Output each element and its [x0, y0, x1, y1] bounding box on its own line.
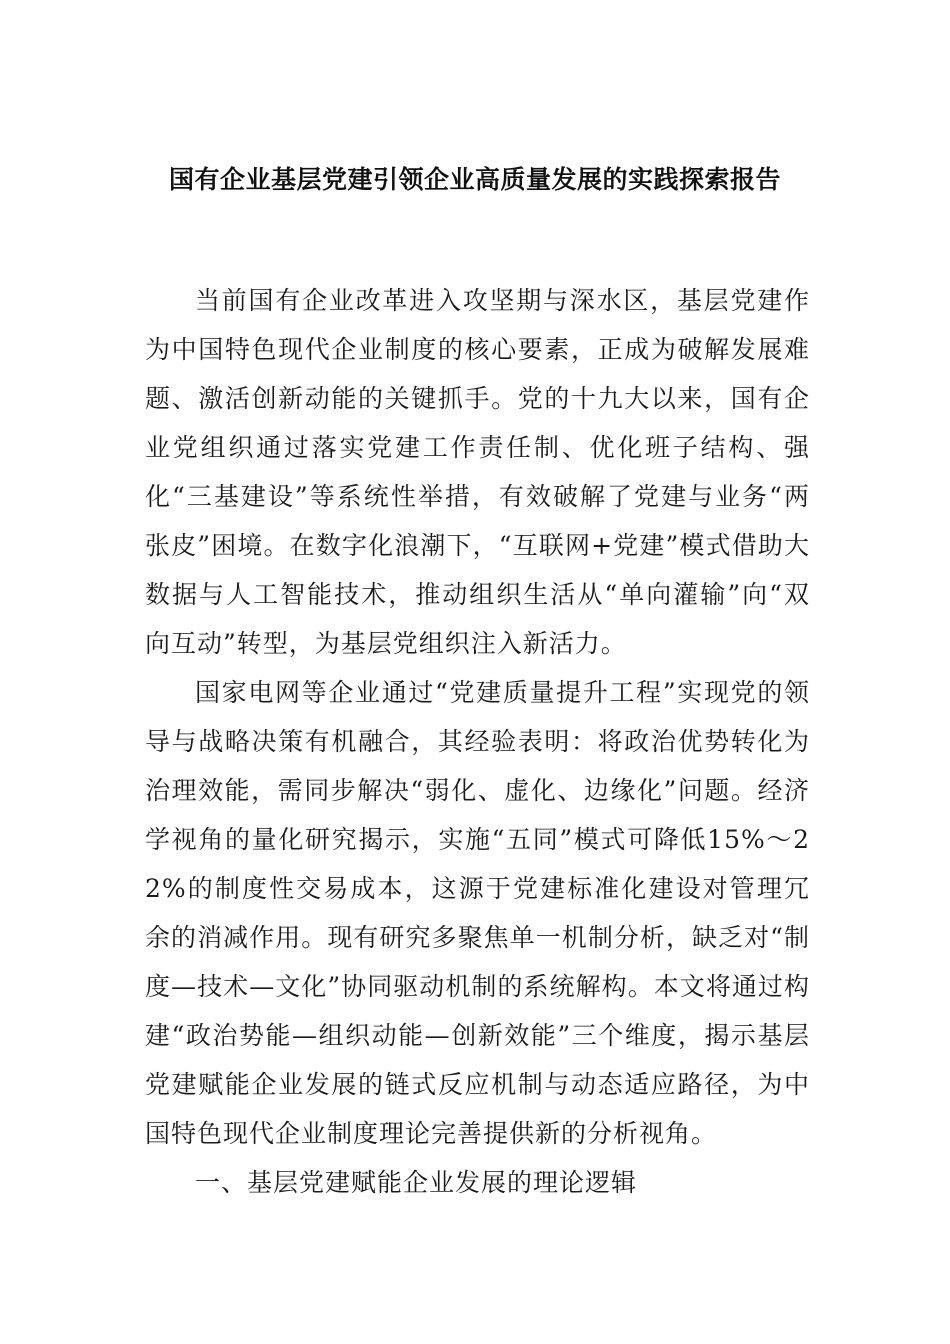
document-body	[145, 276, 810, 1207]
section-heading: 一、基层党建赋能企业发展的理论逻辑	[195, 1168, 638, 1197]
body-paragraph: 国家电网等企业通过“党建质量提升工程”实现党的领导与战略决策有机融合，其经验表明：将政治优势转化为治理效能，需同步解决“弱化、虚化、边缘化”问题。经济学视角的量化研究揭示，实施“五同”模式可降低15%～22%的制度性交易成本，这源于党建标准化建设对管理冗余的消减作用。现有研究多聚焦单一机制分析，缺乏对“制度—技术—文化”协同驱动机制的系统解构。本文将通过构建“政治势能—组织动能—创新效能”三个维度，揭示基层党建赋能企业发展的链式反应机制与动态适应路径，为中国特色现代企业制度理论完善提供新的分析视角。	[145, 678, 810, 1148]
body-paragraph: 当前国有企业改革进入攻坚期与深水区，基层党建作为中国特色现代企业制度的核心要素，正成为破解发展难题、激活创新动能的关键抓手。党的十九大以来，国有企业党组织通过落实党建工作责任制、优化班子结构、强化“三基建设”等系统性举措，有效破解了党建与业务“两张皮”困境。在数字化浪潮下，“互联网+党建”模式借助大数据与人工智能技术，推动组织生活从“单向灌输”向“双向互动”转型，为基层党组织注入新活力。	[145, 286, 810, 658]
document-title: 国有企业基层党建引领企业高质量发展的实践探索报告	[168, 165, 781, 194]
